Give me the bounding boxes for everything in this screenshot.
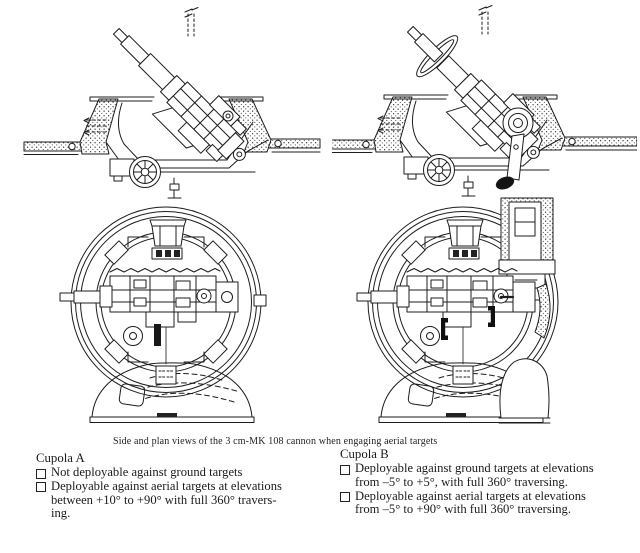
- checkbox-icon: [36, 469, 46, 479]
- traverse-handwheel: [110, 157, 161, 188]
- note-line: Deployable against aerial targets at elevations: [51, 478, 282, 493]
- grip: [154, 324, 161, 346]
- note-line: from –5° to +5°, with full 360° traversing.: [355, 474, 568, 489]
- figure-side-view-cupola-b: [332, 2, 637, 202]
- figure-plan-view-cupola-a: [54, 202, 279, 434]
- figure-caption: Side and plan views of the 3 cm-MK 108 cannon when engaging aerial targets: [113, 436, 438, 447]
- cupola-b-notes: [340, 447, 640, 517]
- note-line: from –5° to +90° with full 360° traversing.: [355, 502, 571, 517]
- dome-neck: [453, 366, 473, 384]
- gun-mechanism-plan: [357, 269, 535, 365]
- list-item: [340, 462, 640, 490]
- note-line: between +10° to +90° with full 360° travers-: [51, 492, 277, 507]
- dome-slot: [446, 413, 466, 417]
- hull-deck-right: [265, 139, 320, 152]
- sight-housing: [150, 220, 186, 259]
- sight-housing: [447, 220, 483, 259]
- firing-linkage-rod: [462, 176, 475, 196]
- figure-side-view-cupola-a: [22, 2, 322, 202]
- firing-linkage-rod: [168, 178, 181, 198]
- hull-deck-left: [24, 142, 82, 155]
- note-line: ing.: [51, 506, 71, 521]
- note-line: Deployable against ground targets at elevations: [355, 461, 594, 475]
- vertical-aim-reference-icon: [185, 8, 198, 37]
- elevation-pivot: [223, 111, 233, 121]
- hull-deck-left: [332, 140, 376, 153]
- dome-slot: [157, 413, 177, 417]
- checkbox-icon: [36, 482, 46, 492]
- dome-neck: [156, 366, 176, 384]
- vertical-aim-reference-icon: [479, 6, 492, 35]
- gun-barrel-plan: [60, 293, 74, 301]
- list-item: [36, 466, 314, 480]
- list-item: [340, 490, 640, 518]
- checkbox-icon: [340, 492, 350, 502]
- note-line: Deployable against aerial targets at elevations: [355, 488, 586, 503]
- cupola-b-title: Cupola B: [340, 447, 389, 461]
- hull-side-lobe: [499, 359, 550, 423]
- gun-barrel-plan: [357, 293, 371, 301]
- cupola-a-notes: [36, 451, 314, 521]
- list-item: [36, 480, 314, 521]
- cupola-a-title: Cupola A: [36, 451, 85, 465]
- hull-deck-right: [559, 137, 637, 150]
- checkbox-icon: [340, 465, 350, 475]
- traverse-handwheel: [404, 155, 455, 186]
- figure-plan-view-cupola-b: [351, 197, 576, 434]
- note-line: Not deployable against ground targets: [51, 465, 243, 479]
